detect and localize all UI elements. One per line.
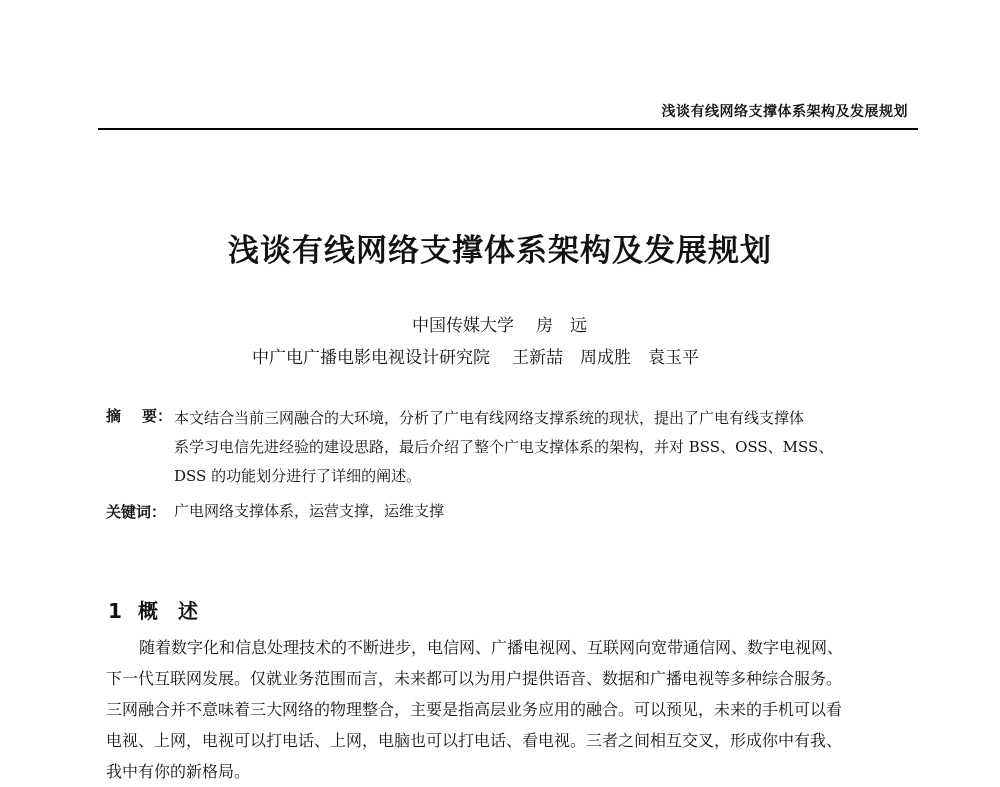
body-text [106, 632, 922, 787]
abstract-label [106, 405, 173, 426]
body-line: 下一代互联网发展。仅就业务范围而言，未来都可以为用户提供语音、数据和广播电视等多种综合服务。 [106, 669, 843, 688]
author-line-2 [252, 343, 699, 368]
author-line-1 [412, 311, 587, 336]
section-title: 概 述 [138, 599, 198, 623]
body-line: 电视、上网，电视可以打电话、上网，电脑也可以打电话、看电视。三者之间相互交叉，形成你中有我、 [106, 731, 843, 750]
author-affiliation: 中广电广播电影电视设计研究院 [252, 348, 490, 368]
author-names: 房 远 [536, 316, 587, 336]
body-line: 三网融合并不意味着三大网络的物理整合，主要是指高层业务应用的融合。可以预见，未来的手机可以看 [106, 700, 843, 719]
keywords-text: 广电网络支撑体系，运营支撑，运维支撑 [174, 502, 445, 520]
keywords-label: 关键词： [106, 503, 167, 521]
abstract-line: 系学习电信先进经验的建设思路，最后介绍了整个广电支撑体系的架构，并对 BSS、OSS、MSS、 [174, 438, 834, 456]
running-header: 浅谈有线网络支撑体系架构及发展规划 [661, 104, 908, 120]
abstract-line: 本文结合当前三网融合的大环境，分析了广电有线网络支撑系统的现状，提出了广电有线支撑体 [174, 409, 805, 427]
header-rule [98, 128, 918, 130]
author-affiliation: 中国传媒大学 [412, 316, 514, 336]
abstract-line: DSS 的功能划分进行了详细的阐述。 [174, 467, 422, 485]
section-number: 1 [108, 599, 122, 623]
abstract-text [174, 404, 918, 491]
body-line: 随着数字化和信息处理技术的不断进步，电信网、广播电视网、互联网向宽带通信网、数字电视网、 [139, 638, 844, 657]
abstract-label-char: 摘 [106, 407, 122, 425]
author-names: 王新喆 周成胜 袁玉平 [512, 348, 699, 368]
section-heading [108, 595, 198, 624]
paper-title: 浅谈有线网络支撑体系架构及发展规划 [228, 233, 772, 269]
body-line: 我中有你的新格局。 [106, 762, 251, 781]
abstract-label-char: 要： [142, 407, 173, 425]
